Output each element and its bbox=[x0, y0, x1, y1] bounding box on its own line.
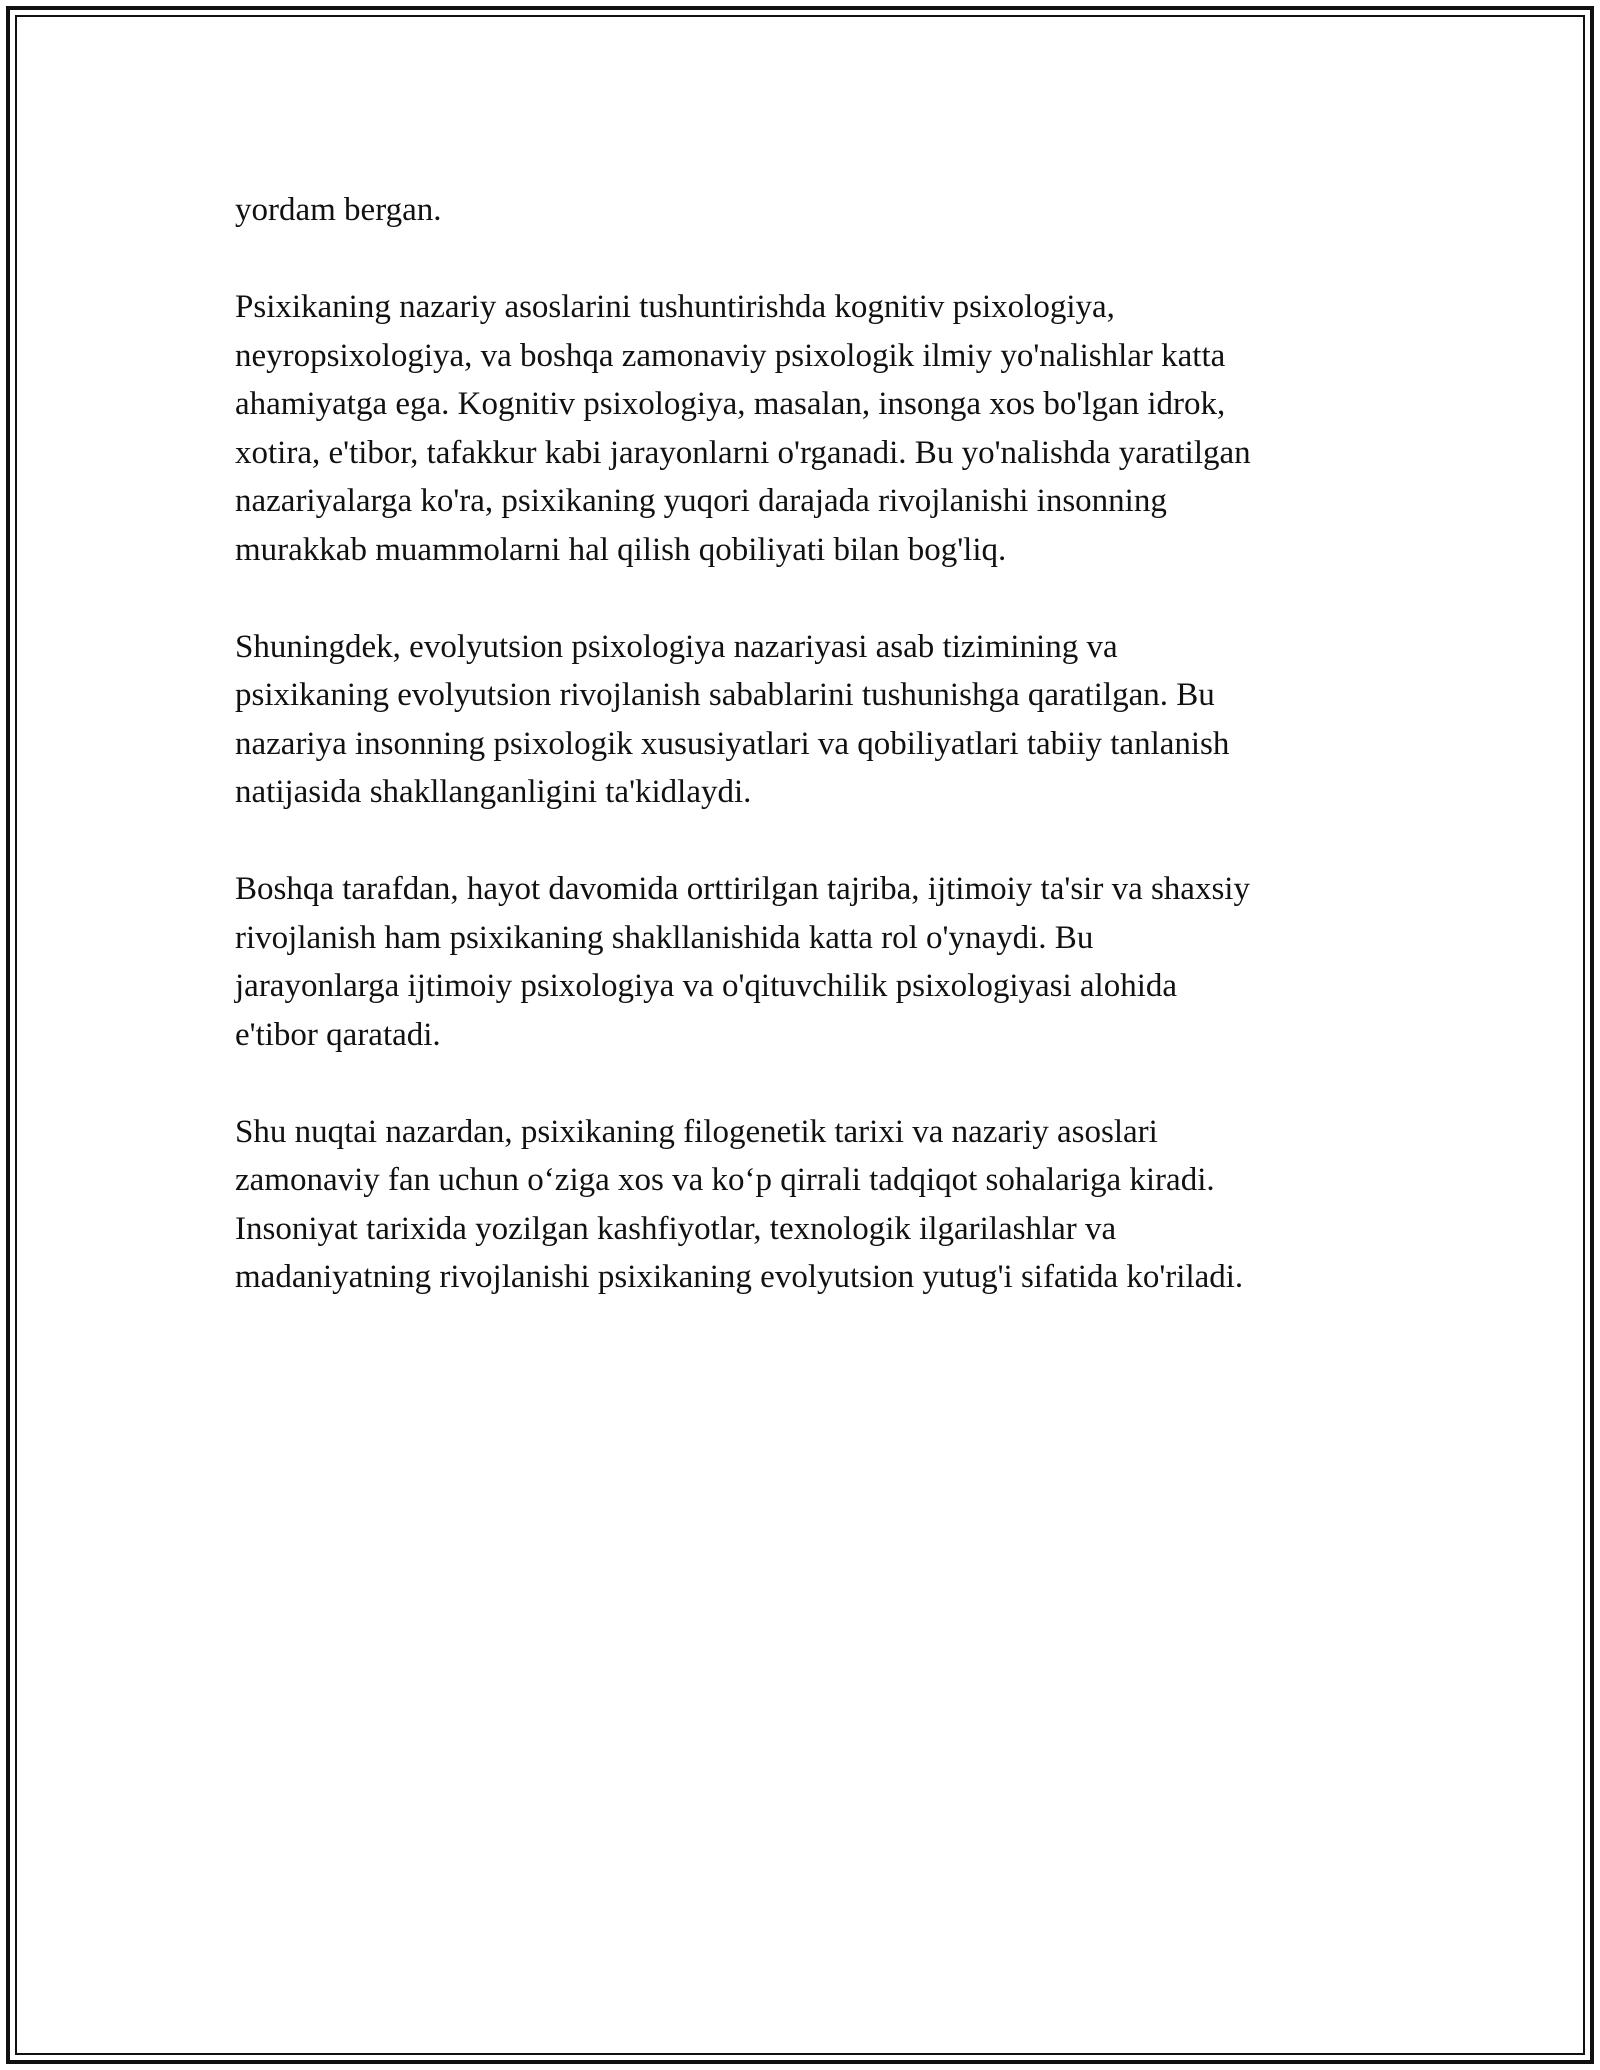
paragraph-evolutionary-psychology: Shuningdek, evolyutsion psixologiya nazariyasi asab tizimining va psixikaning evolyutsion rivojlanish sabablarini tushunishga qaratilgan. Bu nazariya insonning psixologik xususiyatlari va qobiliyatlari tabiiy tanlanish natijasida shakllanganligini ta'kidlaydi. bbox=[235, 628, 1230, 810]
paragraph-conclusion: Shu nuqtai nazardan, psixikaning filogenetik tarixi va nazariy asoslari zamonaviy fan uchun o‘ziga xos va ko‘p qirrali tadqiqot sohalariga kiradi. Insoniyat tarixida yozilgan kashfiyotlar, texnologik ilgarilashlar va madaniyatning rivojlanishi psixikaning evolyutsion yutug'i sifatida ko'riladi. bbox=[235, 1113, 1244, 1295]
paragraph-continuation: yordam bergan. bbox=[235, 192, 442, 228]
document-body bbox=[235, 186, 1395, 1350]
paragraph-social-influence: Boshqa tarafdan, hayot davomida orttirilgan tajriba, ijtimoiy ta'sir va shaxsiy rivojlanish ham psixikaning shakllanishida katta rol o'ynaydi. Bu jarayonlarga ijtimoiy psixologiya va o'qituvchilik psixologiyasi alohida e'tibor qaratadi. bbox=[235, 871, 1250, 1053]
paragraph-cognitive-psychology: Psixikaning nazariy asoslarini tushuntirishda kognitiv psixologiya, neyropsixologiya, va boshqa zamonaviy psixologik ilmiy yo'nalishlar katta ahamiyatga ega. Kognitiv psixologiya, masalan, insonga xos bo'lgan idrok, xotira, e'tibor, tafakkur kabi jarayonlarni o'rganadi. Bu yo'nalishda yaratilgan nazariyalarga ko'ra, psixikaning yuqori darajada rivojlanishi insonning murakkab muammolarni hal qilish qobiliyati bilan bog'liq. bbox=[235, 289, 1251, 568]
